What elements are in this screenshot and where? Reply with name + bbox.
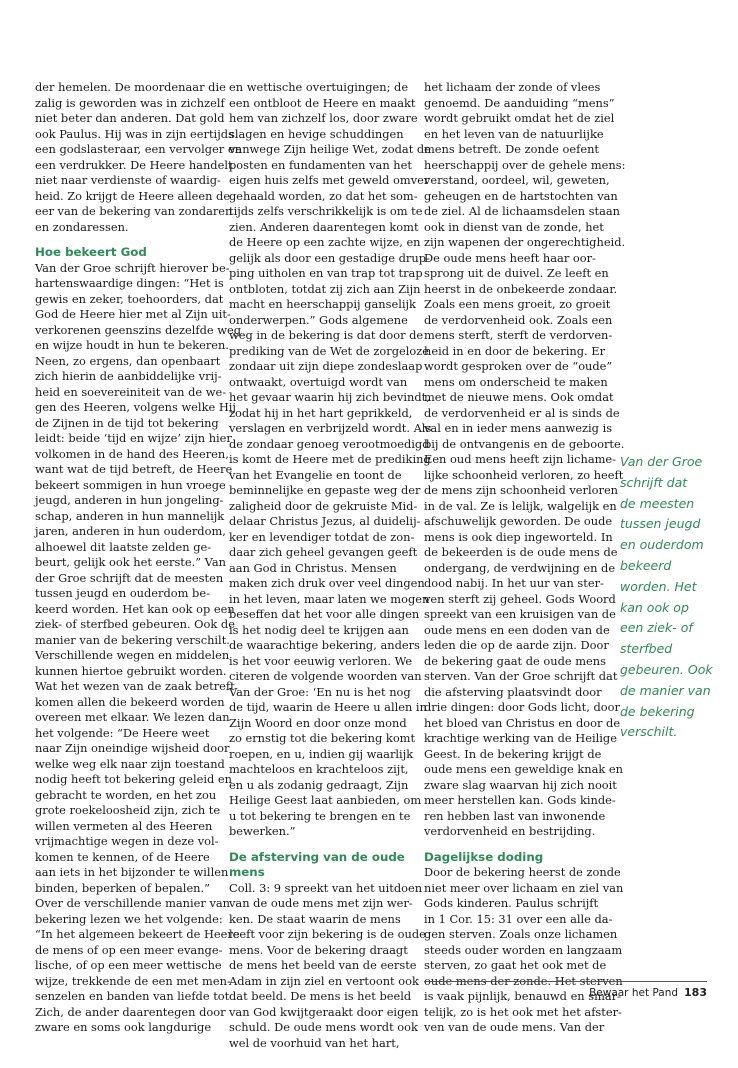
text-line: lijke schoonheid verloren, zo heeft [424,467,624,482]
text-line: gen sterven. Zoals onze lichamen [424,927,618,941]
text-line: verkorenen geenszins dezelfde weg [35,322,242,337]
text-line: mens is ook diep ingeworteld. In [424,529,613,544]
text-line: de waarachtige bekering, anders [229,638,420,652]
text-line: wordt gesproken over de “oude” [424,359,613,373]
text-line: schrijft dat [620,474,688,490]
paragraph [424,865,624,1036]
text-line: wijze, trekkende de een met men- [35,973,231,988]
text-line: Over de verschillende manier van [35,896,231,910]
text-line: een ziek- of [620,620,693,636]
text-line: de zondaar genoeg verootmoedigd [229,436,430,451]
text-line: van God kwijtgeraakt door eigen [229,1004,419,1019]
text-line: naar Zijn oneindige wijsheid door [35,741,230,755]
text-line: want wat de tijd betreft, de Heere [35,462,233,476]
text-line: Zijn Woord en door onze mond [229,715,407,730]
text-line: Van der Groe schrijft hierover be- [35,260,230,275]
text-line: de bekeerden is de oude mens de [424,545,618,559]
text-line: ken. De staat waarin de mens [229,911,401,926]
text-line: dood nabij. In het uur van ster- [424,576,604,590]
text-line: binden, beperken of bepalen.” [35,880,210,895]
text-line: leden die op de aarde zijn. Door [424,638,609,652]
text-line: tijds zelfs verschrikkelijk is om te [229,204,423,218]
text-line: en het leven van de natuurlijke [424,126,604,141]
text-line: steeds ouder worden en langzaam [424,942,623,957]
text-line: beurt, gelijk ook het eerste.” Van [35,555,226,569]
text-line: gebracht te worden, en het zou [35,787,217,802]
text-line: sterven, zo gaat het ook met de [424,958,607,972]
text-line: verschilt. [620,724,678,740]
text-line: mens. Voor de bekering draagt [229,942,408,957]
text-line: die afsterving plaatsvindt door [424,684,602,699]
text-line: Neen, zo ergens, dan openbaart [35,353,221,368]
text-line: ren hebben last van inwonende [424,808,606,823]
text-line: het lichaam der zonde of vlees [424,80,601,94]
column-1 [35,80,242,1036]
text-line: zijn wapenen der ongerechtigheid. [424,235,626,249]
text-line: Zoals een mens groeit, zo groeit [424,297,611,311]
text-line: sprong uit de duivel. Ze leeft en [424,266,609,280]
text-line: aan God in Christus. Mensen [229,560,397,575]
text-line: roepen, en u, indien gij waarlijk [229,746,414,761]
text-line: Adam in zijn ziel en vertoont ook [229,973,419,988]
text-line: de verdorvenheid er al is sinds de [424,405,620,420]
paragraph [424,80,626,840]
text-line: de meesten [620,495,695,511]
text-line: dat beeld. De mens is het beeld [229,989,412,1003]
section-heading-dagelijkse-doding: Dagelijkse doding [424,849,544,864]
text-line: en wijze houdt in hun te bekeren. [35,338,229,352]
text-line: Een oud mens heeft zijn lichame- [424,452,617,466]
text-line: ook in dienst van de zonde, het [424,219,604,234]
text-line: Door de bekering heerst de zonde [424,865,621,879]
text-line: met de nieuwe mens. Ook omdat [424,390,614,404]
text-line: eer van de bekering van zondaren [35,204,233,218]
text-line: val en in ieder mens aanwezig is [424,421,613,435]
text-line: ontbloten, totdat zij zich aan Zijn [229,281,421,296]
text-line: grote roekeloosheid zijn, zich te [35,803,221,817]
text-line: zondaar uit zijn diepe zondeslaap [229,359,423,373]
text-line: schap, anderen in hun mannelijk [35,508,225,523]
column-3 [424,80,626,1036]
text-line: Coll. 3: 9 spreekt van het uitdoen [229,880,423,895]
text-line: de Heere op een zachte wijze, en [229,235,421,249]
text-line: meer herstellen kan. Gods kinde- [424,793,616,807]
page-number: 183 [684,986,707,999]
text-line: beseffen dat het voor alle dingen [229,607,420,621]
text-line: niet naar verdienste of waardig- [35,173,221,187]
text-line: gewis en zeker, toehoorders, dat [35,291,224,306]
text-line: maken zich druk over veel dingen [229,576,425,590]
paragraph [229,80,432,840]
text-line: ping uitholen en van trap tot trap [229,266,423,280]
text-line: de bekering gaat de oude mens [424,653,606,668]
text-line: der hemelen. De moordenaar die [35,80,226,94]
text-line: leeft voor zijn bekering is de oude [229,927,426,941]
text-line: weg in de bekering is dat door de [229,328,424,342]
text-line: hem van zichzelf los, door zware [229,111,418,125]
text-line: oude mens en een doden van de [424,622,610,637]
text-line: in de val. Ze is lelijk, walgelijk en [424,498,617,513]
text-line: het bloed van Christus en door de [424,715,621,730]
text-line: bekeert sommigen in hun vroege [35,477,226,492]
text-line: ook Paulus. Hij was in zijn eertijds [35,126,234,141]
text-line: beminnelijke en gepaste weg der [229,483,421,497]
publication-title: Bewaar het Pand [589,987,679,999]
text-line: onderwerpen.” Gods algemene [229,312,408,327]
text-line: aan iets in het bijzonder te willen [35,865,229,879]
text-line: willen vermeten al des Heeren [35,818,213,833]
text-line: jeugd, anderen in hun jongeling- [35,493,224,507]
text-line: in het leven, maar laten we mogen [229,591,430,606]
text-line: der Groe schrijft dat de meesten [35,570,224,585]
text-line: ziek- of sterfbed gebeuren. Ook de [35,617,235,631]
text-line: telijk, zo is het ook met het afster- [424,1004,622,1019]
text-line: is vaak pijnlijk, benauwd en smar- [424,989,622,1003]
text-line: Zich, de ander daarentegen door [35,1004,226,1019]
text-line: ven sterft zij geheel. Gods Woord [424,591,616,606]
text-line: wel de voorhuid van het hart, [229,1035,400,1050]
text-line: kan ook op [620,599,689,615]
text-line: is het nodig deel te krijgen aan [229,622,409,637]
text-line: en ouderdom [620,537,704,553]
text-line: delaar Christus Jezus, al duidelij- [229,514,421,528]
section-heading-hoe-bekeert-god: Hoe bekeert God [35,245,147,259]
text-line: gen des Heeren, volgens welke Hij [35,400,236,414]
text-line: de manier van [620,682,711,698]
text-line: machteloos en krachteloos zijt, [229,762,409,776]
text-line: verstand, oordeel, wil, geweten, [424,173,610,187]
text-line: drie dingen: door Gods licht, door [424,700,620,714]
paragraph [229,880,426,1052]
text-line: “In het algemeen bekeert de Heere [35,927,240,941]
text-line: de verdorvenheid ook. Zoals een [424,312,613,327]
text-line: niet meer over lichaam en ziel van [424,880,624,895]
text-line: hartenswaardige dingen: “Het is [35,276,224,290]
text-line: ontwaakt, overtuigd wordt van [229,374,408,389]
text-line: oude mens der zonde. Het sterven [424,973,623,988]
text-line: spreekt van een kruisigen van de [424,607,616,621]
text-line: u tot bekering te brengen en te [229,808,411,823]
text-line: citeren de volgende woorden van [229,669,422,683]
text-line: en u als zodanig gedraagt, Zijn [229,777,409,792]
text-line: worden. Het [620,578,697,594]
text-line: het volgende: “De Heere weet [35,725,210,740]
text-line: Van der Groe: ‘En nu is het nog [229,684,411,699]
paragraph [35,260,242,1036]
pull-quote [620,452,725,743]
text-line: komen allen die bekeerd worden [35,694,225,709]
text-line: de Zijnen in de tijd tot bekering [35,415,219,430]
text-line: tussen jeugd en ouderdom be- [35,586,210,600]
footer-divider [424,981,707,982]
text-line: van de oude mens met zijn wer- [229,896,413,910]
text-line: zich hierin de aanbiddelijke vrij- [35,369,222,383]
text-line: krachtige werking van de Heilige [424,731,617,745]
text-line: slagen en hevige schuddingen [229,126,404,141]
text-line: bekeerd [620,557,672,573]
text-line: zien. Anderen daarentegen komt [229,219,419,234]
text-line: en zondaressen. [35,219,129,234]
text-line: heerschappij over de gehele mens: [424,157,626,172]
column-2 [229,80,432,1051]
text-line: eigen huis zelfs met geweld omver [229,173,430,187]
text-line: gebeuren. Ook [620,661,713,677]
text-line: vanwege Zijn heilige Wet, zodat de [229,142,431,156]
text-line: oude mens een geweldige knak en [424,762,624,776]
text-line: de ziel. Al de lichaamsdelen staan [424,204,621,218]
text-line: daar zich geheel gevangen geeft [229,545,418,559]
text-line: lische, of op een meer wettische [35,958,222,972]
text-line: welke weg elk naar zijn toestand [35,756,225,771]
text-line: en wettische overtuigingen; de [229,80,409,94]
text-line: de mens zijn schoonheid verloren [424,483,619,497]
text-line: zalig is geworden was in zichzelf [35,95,225,110]
text-line: Wat het wezen van de zaak betreft [35,679,235,693]
text-line: een verdrukker. De Heere handelt [35,157,233,172]
text-line: overeen met elkaar. We lezen dan [35,710,230,724]
text-line: prediking van de Wet de zorgeloze [229,343,429,358]
text-line: afschuwelijk geworden. De oude [424,514,613,528]
text-line: verdorvenheid en bestrijding. [424,824,596,838]
text-line: de mens of op een meer evange- [35,942,223,957]
text-line: de mens het beeld van de eerste [229,958,417,972]
text-line: geheugen en de hartstochten van [424,188,618,203]
text-line: heerst in de onbekeerde zondaar. [424,281,618,296]
text-line: God de Heere hier met al Zijn uit- [35,307,231,321]
text-line: ker en levendiger totdat de zon- [229,529,415,544]
text-line: ven van de oude mens. Van der [424,1020,605,1034]
text-line: zware slag waarvan hij zich nooit [424,777,617,792]
text-line: mens betreft. De zonde oefent [424,142,599,156]
text-line: Van der Groe [620,454,703,469]
page-footer [589,986,707,999]
text-line: bewerken.” [229,824,296,838]
text-line: volkomen in de hand des Heeren, [35,446,229,461]
text-line: wordt gebruikt omdat het de ziel [424,111,615,125]
text-line: zo ernstig tot die bekering komt [229,731,416,745]
text-line: mens om onderscheid te maken [424,374,608,389]
text-line: Gods kinderen. Paulus schrijft [424,896,599,910]
text-line: zware en soms ook langdurige [35,1020,212,1034]
text-line: heid en soevereiniteit van de we- [35,384,227,399]
text-line: mens sterft, sterft de verdorven- [424,328,613,342]
paragraph [35,80,242,235]
text-line: Verschillende wegen en middelen [35,648,230,662]
text-line: jaren, anderen in hun ouderdom, [35,524,226,538]
text-line: senzelen en banden van liefde tot [35,989,230,1003]
text-line: De oude mens heeft haar oor- [424,250,596,265]
text-line: nodig heeft tot bekering geleid en [35,772,232,786]
text-line: de bekering [620,703,695,719]
text-line: in 1 Cor. 15: 31 over een alle da- [424,911,613,926]
text-line: een ontbloot de Heere en maakt [229,95,416,110]
text-line: sterfbed [620,641,673,657]
text-line: gelijk als door een gestadige drup- [229,250,430,265]
text-line: zodat hij in het hart geprikkeld, [229,405,413,420]
text-line: Geest. In de bekering krijgt de [424,746,602,761]
text-line: niet beter dan anderen. Dat gold [35,111,225,125]
text-line: een godslasteraar, een vervolger en [35,142,242,156]
text-line: manier van de bekering verschilt. [35,632,230,647]
text-line: alhoewel dit laatste zelden ge- [35,539,212,554]
text-line: is komt de Heere met de prediking [229,452,431,466]
text-line: is het voor eeuwig verloren. We [229,653,413,668]
text-line: macht en heerschappij ganselijk [229,297,416,311]
text-line: schuld. De oude mens wordt ook [229,1020,418,1034]
text-line: heid. Zo krijgt de Heere alleen de [35,188,231,203]
text-line: tussen jeugd [620,516,701,532]
text-line: verslagen en verbrijzeld wordt. Als [229,421,432,435]
text-line: leidt: beide ‘tijd en wijze’ zijn hier [35,431,232,445]
text-line: genoemd. De aanduiding “mens” [424,95,615,110]
text-line: Heilige Geest laat aanbieden, om [229,793,422,807]
text-line: zaligheid door de gekruiste Mid- [229,498,418,513]
text-line: komen te kennen, of de Heere [35,849,210,864]
text-line: keerd worden. Het kan ook op een [35,601,235,616]
text-line: sterven. Van der Groe schrijft dat [424,669,618,683]
text-line: vrijmachtige wegen in deze vol- [35,834,219,848]
text-line: posten en fundamenten van het [229,157,412,172]
section-heading-afsterving-oude-mens: De afsterving van de oude mens [229,849,405,879]
text-line: gehaald worden, zo dat het som- [229,188,418,203]
text-line: het gevaar waarin hij zich bevindt, [229,390,430,404]
text-line: van het Evangelie en toont de [229,467,402,482]
text-line: kunnen hiertoe gebruikt worden. [35,663,227,678]
text-line: ondergang, de verdwijning en de [424,560,616,575]
text-line: heid in en door de bekering. Er [424,343,606,358]
text-line: bij de ontvangenis en de geboorte. [424,436,625,451]
text-line: bekering lezen we het volgende: [35,911,223,926]
text-line: de tijd, waarin de Heere u allen in [229,700,427,714]
